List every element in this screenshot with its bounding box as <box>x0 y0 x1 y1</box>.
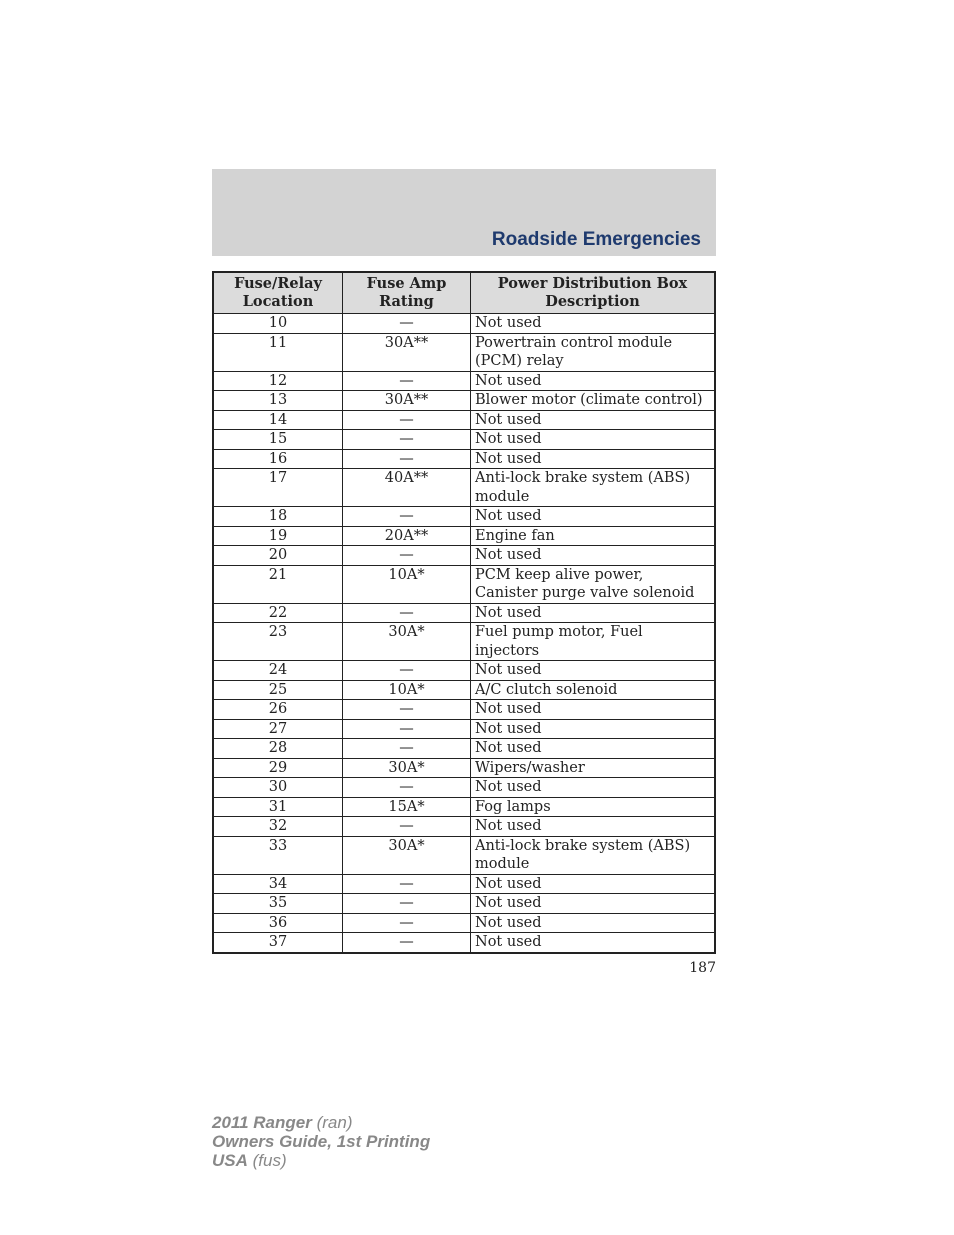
cell-amp-rating: — <box>343 913 471 933</box>
cell-location: 37 <box>213 933 343 953</box>
table-row <box>213 680 715 700</box>
cell-location: 18 <box>213 507 343 527</box>
header-description <box>471 272 716 314</box>
cell-description: Anti-lock brake system (ABS) module <box>471 836 716 874</box>
header-location-line1: Fuse/Relay <box>234 275 322 292</box>
header-amp-line2: Rating <box>379 293 434 310</box>
cell-description: PCM keep alive power, Canister purge valve solenoid <box>471 565 716 603</box>
table-row <box>213 410 715 430</box>
footer-line-market <box>212 1151 430 1170</box>
table-row <box>213 623 715 661</box>
fuse-table-head <box>213 272 715 314</box>
cell-amp-rating: 30A** <box>343 391 471 411</box>
cell-location: 23 <box>213 623 343 661</box>
footer-guide: Owners Guide, 1st Printing <box>212 1132 431 1151</box>
cell-amp-rating: — <box>343 700 471 720</box>
header-desc-line1: Power Distribution Box <box>497 275 688 292</box>
table-row <box>213 526 715 546</box>
footer-model: 2011 Ranger <box>212 1113 312 1132</box>
footer-line-model <box>212 1113 430 1132</box>
cell-amp-rating: 30A* <box>343 623 471 661</box>
table-row <box>213 778 715 798</box>
table-row <box>213 817 715 837</box>
cell-description: Not used <box>471 739 716 759</box>
section-header-band <box>212 169 716 256</box>
cell-location: 17 <box>213 469 343 507</box>
cell-location: 29 <box>213 758 343 778</box>
table-row <box>213 719 715 739</box>
cell-amp-rating: 10A* <box>343 565 471 603</box>
cell-amp-rating: 30A* <box>343 758 471 778</box>
cell-location: 31 <box>213 797 343 817</box>
cell-location: 22 <box>213 603 343 623</box>
cell-location: 12 <box>213 371 343 391</box>
cell-location: 10 <box>213 314 343 334</box>
cell-location: 25 <box>213 680 343 700</box>
cell-amp-rating: — <box>343 661 471 681</box>
cell-location: 35 <box>213 894 343 914</box>
cell-description: Not used <box>471 913 716 933</box>
cell-amp-rating: — <box>343 314 471 334</box>
cell-amp-rating: — <box>343 371 471 391</box>
cell-amp-rating: — <box>343 739 471 759</box>
cell-location: 24 <box>213 661 343 681</box>
table-row <box>213 391 715 411</box>
cell-location: 19 <box>213 526 343 546</box>
cell-description: Not used <box>471 507 716 527</box>
footer-model-code: (ran) <box>311 1113 353 1132</box>
table-row <box>213 507 715 527</box>
cell-amp-rating: — <box>343 874 471 894</box>
cell-location: 27 <box>213 719 343 739</box>
section-title: Roadside Emergencies <box>491 229 701 250</box>
cell-description: Engine fan <box>471 526 716 546</box>
cell-amp-rating: — <box>343 546 471 566</box>
cell-location: 13 <box>213 391 343 411</box>
table-row <box>213 449 715 469</box>
document-footer <box>212 1113 430 1170</box>
cell-description: Not used <box>471 546 716 566</box>
table-row <box>213 314 715 334</box>
table-row <box>213 661 715 681</box>
cell-amp-rating: — <box>343 778 471 798</box>
cell-amp-rating: — <box>343 894 471 914</box>
cell-location: 11 <box>213 333 343 371</box>
table-row <box>213 371 715 391</box>
table-row <box>213 758 715 778</box>
cell-location: 26 <box>213 700 343 720</box>
header-amp-line1: Fuse Amp <box>366 275 447 292</box>
cell-location: 33 <box>213 836 343 874</box>
cell-amp-rating: 10A* <box>343 680 471 700</box>
cell-location: 32 <box>213 817 343 837</box>
cell-amp-rating: — <box>343 933 471 953</box>
cell-description: Fog lamps <box>471 797 716 817</box>
cell-amp-rating: — <box>343 507 471 527</box>
cell-description: Not used <box>471 817 716 837</box>
cell-amp-rating: 30A** <box>343 333 471 371</box>
header-desc-line2: Description <box>545 293 640 310</box>
cell-description: Not used <box>471 661 716 681</box>
footer-market: USA <box>212 1151 248 1170</box>
cell-location: 30 <box>213 778 343 798</box>
cell-amp-rating: — <box>343 719 471 739</box>
cell-description: Not used <box>471 371 716 391</box>
cell-amp-rating: — <box>343 430 471 450</box>
table-row <box>213 546 715 566</box>
table-row <box>213 913 715 933</box>
cell-description: Not used <box>471 874 716 894</box>
table-row <box>213 739 715 759</box>
header-location <box>213 272 343 314</box>
page-number: 187 <box>689 960 716 976</box>
table-row <box>213 894 715 914</box>
cell-description: Not used <box>471 410 716 430</box>
cell-description: Fuel pump motor, Fuel injectors <box>471 623 716 661</box>
cell-description: Not used <box>471 314 716 334</box>
cell-amp-rating: 20A** <box>343 526 471 546</box>
cell-location: 16 <box>213 449 343 469</box>
table-row <box>213 603 715 623</box>
cell-amp-rating: — <box>343 449 471 469</box>
cell-location: 28 <box>213 739 343 759</box>
footer-market-code: (fus) <box>247 1151 287 1170</box>
cell-description: Anti-lock brake system (ABS) module <box>471 469 716 507</box>
table-row <box>213 469 715 507</box>
cell-location: 20 <box>213 546 343 566</box>
cell-location: 14 <box>213 410 343 430</box>
cell-amp-rating: — <box>343 410 471 430</box>
table-row <box>213 874 715 894</box>
cell-location: 36 <box>213 913 343 933</box>
cell-description: Not used <box>471 778 716 798</box>
cell-amp-rating: — <box>343 817 471 837</box>
fuse-table <box>212 271 716 954</box>
header-row <box>213 272 715 314</box>
table-row <box>213 430 715 450</box>
table-row <box>213 933 715 953</box>
cell-description: Powertrain control module (PCM) relay <box>471 333 716 371</box>
cell-location: 15 <box>213 430 343 450</box>
table-row <box>213 797 715 817</box>
cell-description: Wipers/washer <box>471 758 716 778</box>
table-row <box>213 836 715 874</box>
header-amp-rating <box>343 272 471 314</box>
fuse-table-body <box>213 314 715 953</box>
cell-description: Not used <box>471 449 716 469</box>
table-row <box>213 565 715 603</box>
cell-description: Not used <box>471 894 716 914</box>
cell-amp-rating: 40A** <box>343 469 471 507</box>
cell-description: Blower motor (climate control) <box>471 391 716 411</box>
cell-amp-rating: 30A* <box>343 836 471 874</box>
cell-location: 21 <box>213 565 343 603</box>
cell-description: Not used <box>471 700 716 720</box>
table-row <box>213 333 715 371</box>
cell-description: Not used <box>471 933 716 953</box>
cell-description: Not used <box>471 603 716 623</box>
cell-description: Not used <box>471 430 716 450</box>
cell-description: Not used <box>471 719 716 739</box>
footer-line-guide <box>212 1132 430 1151</box>
cell-amp-rating: 15A* <box>343 797 471 817</box>
cell-amp-rating: — <box>343 603 471 623</box>
cell-description: A/C clutch solenoid <box>471 680 716 700</box>
header-location-line2: Location <box>242 293 314 310</box>
table-row <box>213 700 715 720</box>
cell-location: 34 <box>213 874 343 894</box>
